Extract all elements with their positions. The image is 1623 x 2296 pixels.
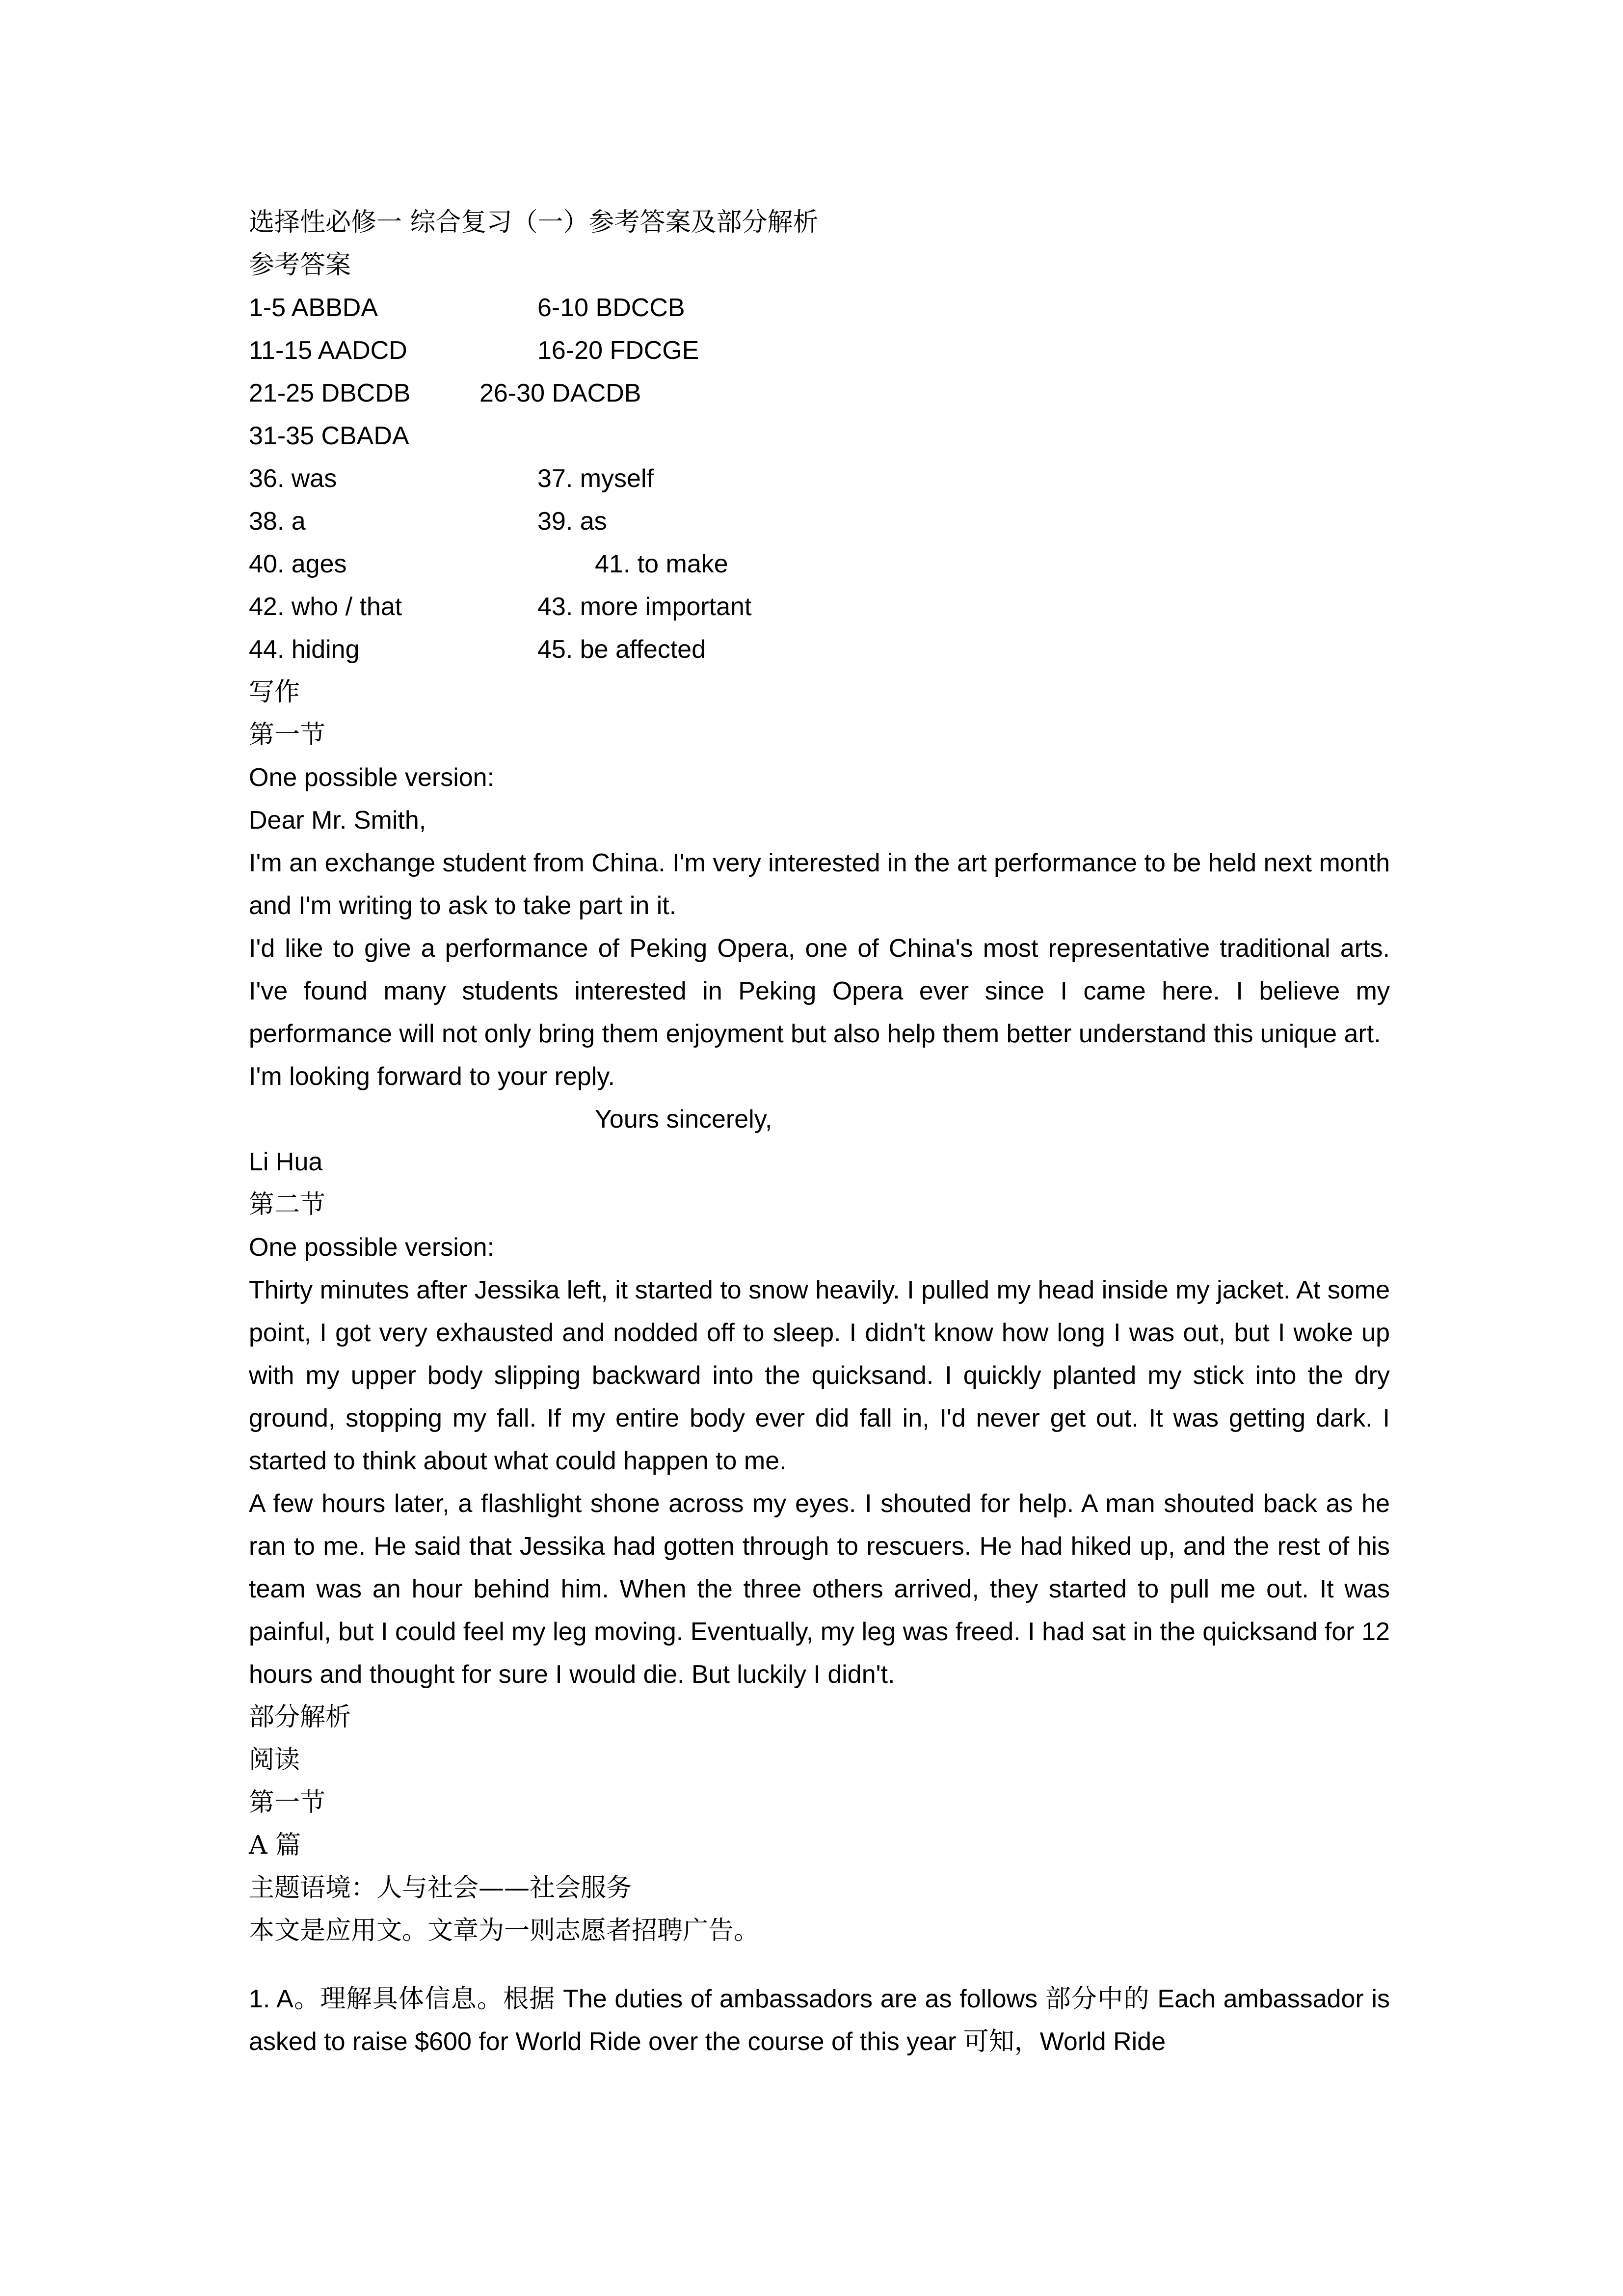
answer-left: 31-35 CBADA — [249, 422, 409, 450]
analysis-heading: 部分解析 — [249, 1702, 351, 1732]
answer-row — [249, 628, 1390, 671]
answer-row — [249, 500, 1390, 543]
answers-heading: 参考答案 — [249, 250, 351, 280]
section-heading: 第一节 — [249, 720, 326, 750]
question-explanation: 1. A。理解具体信息。根据 The duties of ambassadors are as follows 部分中的 Each ambassador is asked to raise $600 for World Ride over the course of this year 可知，World Ride — [249, 1985, 1390, 2056]
letter-paragraph: I'm an exchange student from China. I'm very interested in the art performance to be held next month and I'm writing to ask to take part in it. — [249, 849, 1390, 920]
story-paragraph: A few hours later, a flashlight shone across my eyes. I shouted for help. A man shouted back as he ran to me. He said that Jessika had gotten through to rescuers. He had hiked up, and the rest of his team was an hour behind him. When the three others arrived, they started to pull me out. It was painful, but I could feel my leg moving. Eventually, my leg was freed. I had sat in the quicksand for 12 hours and thought for sure I would die. But luckily I didn't. — [249, 1489, 1390, 1689]
story-paragraph: Thirty minutes after Jessika left, it started to snow heavily. I pulled my head inside my jacket. At some point, I got very exhausted and nodded off to sleep. I didn't know how long I was out, but I woke up with my upper body slipping backward into the quicksand. I quickly planted my stick into the dry ground, stopping my fall. If my entire body ever did fall in, I'd never get out. It was getting dark. I started to think about what could happen to me. — [249, 1276, 1390, 1475]
answer-right: 41. to make — [595, 550, 728, 578]
answer-left: 42. who / that — [249, 593, 402, 621]
letter-signature: Li Hua — [249, 1148, 323, 1176]
answer-left: 36. was — [249, 464, 337, 493]
letter-paragraph: I'm looking forward to your reply. — [249, 1062, 615, 1091]
answer-row — [249, 415, 1390, 458]
answer-right: 37. myself — [537, 464, 654, 493]
answer-left: 11-15 AADCD — [249, 336, 407, 365]
answer-left: 38. a — [249, 507, 306, 536]
writing-heading: 写作 — [249, 677, 300, 707]
answer-row — [249, 329, 1390, 372]
answer-row — [249, 586, 1390, 628]
version-intro: One possible version: — [249, 1233, 495, 1262]
answer-right: 45. be affected — [537, 635, 706, 664]
version-intro: One possible version: — [249, 763, 495, 792]
answer-left: 44. hiding — [249, 635, 360, 664]
answer-right: 16-20 FDCGE — [537, 336, 699, 365]
letter-paragraph: I'd like to give a performance of Peking Opera, one of China's most representative traditional arts. I've found many students interested in Peking Opera ever since I came here. I believe my performance will not only bring them enjoyment but also help them better understand this unique art. — [249, 934, 1390, 1048]
answer-left: 1-5 ABBDA — [249, 294, 378, 322]
answer-right: 6-10 BDCCB — [537, 294, 685, 322]
letter-closing: Yours sincerely, — [595, 1105, 772, 1134]
section-heading: 第一节 — [249, 1788, 326, 1817]
answer-right: 26-30 DACDB — [479, 379, 641, 407]
answer-left: 40. ages — [249, 550, 347, 578]
reading-heading: 阅读 — [249, 1745, 300, 1775]
answer-right: 39. as — [537, 507, 607, 536]
passage-label: A 篇 — [249, 1831, 301, 1860]
answer-row — [249, 372, 1390, 415]
document-title: 选择性必修一 综合复习（一）参考答案及部分解析 — [249, 208, 819, 237]
document-page — [249, 201, 1390, 2089]
answer-left: 21-25 DBCDB — [249, 379, 411, 407]
answer-right: 43. more important — [537, 593, 752, 621]
letter-greeting: Dear Mr. Smith, — [249, 806, 426, 835]
answer-row — [249, 287, 1390, 329]
theme-context: 主题语境：人与社会——社会服务 — [249, 1873, 632, 1903]
answer-row — [249, 458, 1390, 500]
passage-summary: 本文是应用文。文章为一则志愿者招聘广告。 — [249, 1916, 760, 1945]
section-heading: 第二节 — [249, 1190, 326, 1219]
answer-row — [249, 543, 1390, 586]
